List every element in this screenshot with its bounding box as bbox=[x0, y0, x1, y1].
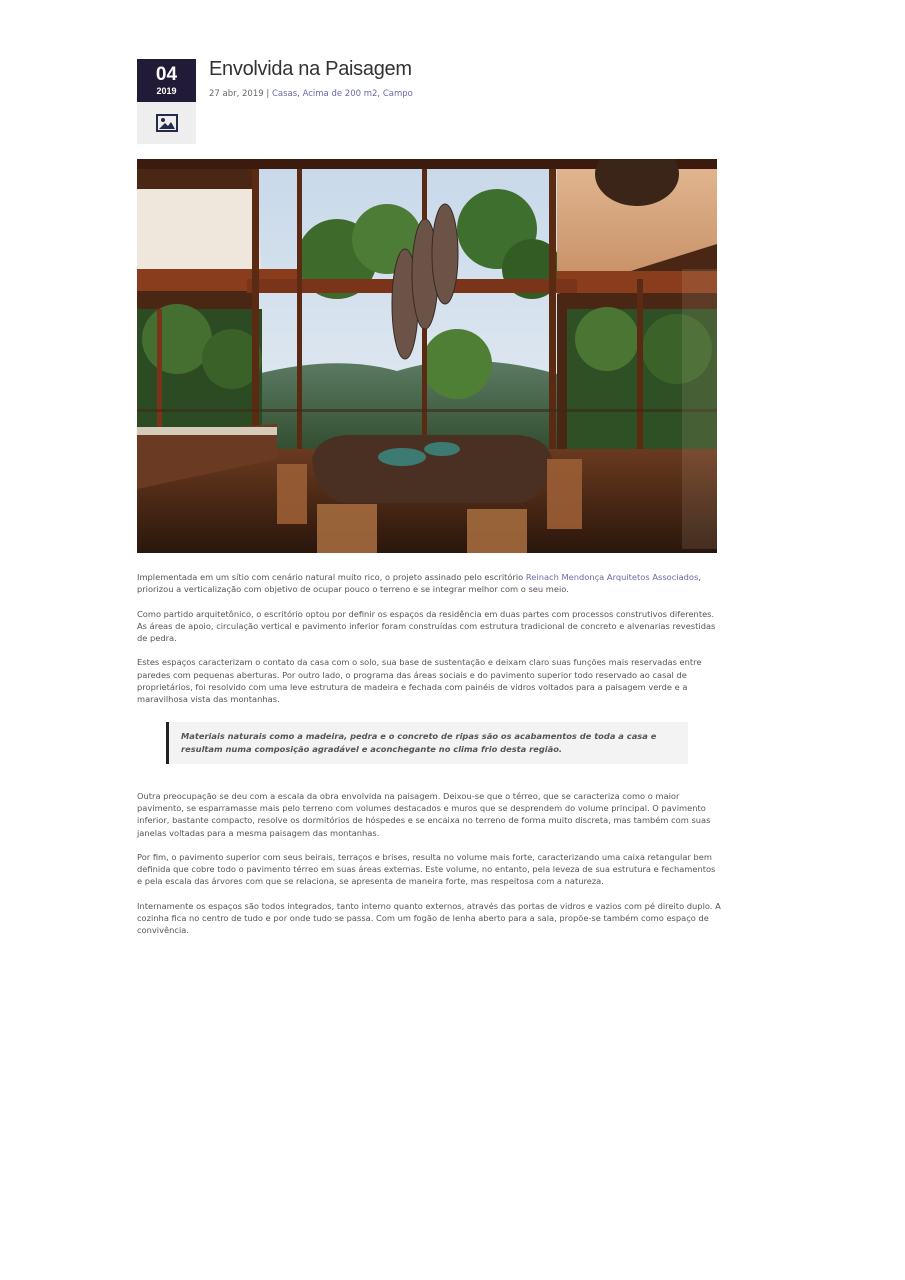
post-meta bbox=[209, 89, 413, 99]
post-meta-separator: | bbox=[266, 89, 270, 99]
post-content bbox=[137, 571, 722, 949]
paragraph-6: Internamente os espaços são todos integrados, tanto interno quanto externos, através das portas de vidros e vazios com pé direito duplo. A cozinha fica no centro de tudo e por onde tudo se passa. Com um fogão de lenha aberto para a sala, propõe-se também como espaço de convivência. bbox=[137, 900, 721, 936]
category-link-acima-de-200-m2[interactable]: Acima de 200 m2 bbox=[302, 89, 378, 99]
category-link-casas[interactable]: Casas bbox=[271, 89, 298, 99]
paragraph-2: Como partido arquitetônico, o escritório optou por definir os espaços da residência em duas partes com processos construtivos diferentes. As áreas de apoio, circulação vertical e pavimento inferior foram construídas com estrutura tradicional de concreto e alvenarias revestidas de pedra. bbox=[137, 608, 716, 644]
post-date-day: 04 bbox=[155, 64, 178, 85]
paragraph-4: Outra preocupação se deu com a escala da obra envolvida na paisagem. Deixou-se que o térreo, que se caracteriza como o maior pavimento, se esparramasse mais pelo terreno com volumes destacados e muros que se desprendem do volume principal. O pavimento inferior, bastante compacto, resolve os dormitórios de hóspedes e se encaixa no terreno de forma muito discreta, mas também com suas janelas voltadas para a mesma paisagem das montanhas. bbox=[137, 790, 711, 838]
image-icon bbox=[156, 114, 178, 132]
paragraph-5: Por fim, o pavimento superior com seus beirais, terraços e brises, resulta no volume mais forte, caracterizando uma caixa retangular bem definida que cobre todo o pavimento térreo em suas áreas externas. Este volume, no entanto, pela leveza de sua estrutura e fechamentos e pela escala das árvores com que se relaciona, se apresenta de maneira forte, mas respeitosa com a natureza. bbox=[137, 851, 716, 887]
post-title: Envolvida na Paisagem bbox=[209, 58, 412, 80]
category-separator: , bbox=[377, 89, 383, 99]
architect-link[interactable]: Reinach Mendonça Arquitetos Associados bbox=[525, 572, 699, 582]
category-link-campo[interactable]: Campo bbox=[382, 89, 413, 99]
post-date-year: 2019 bbox=[156, 86, 177, 96]
paragraph-1-text-end: , priorizou a verticalização com objetivo de ocupar pouco o terreno e se integrar melhor com o seu meio. bbox=[137, 572, 701, 595]
category-separator: , bbox=[297, 89, 303, 99]
post-date-badge bbox=[137, 59, 196, 102]
paragraph-1 bbox=[137, 571, 722, 596]
paragraph-3: Estes espaços caracterizam o contato da casa com o solo, sua base de sustentação e deixam claro suas funções mais reservadas entre paredes com pequenas aberturas. Por outro lado, o programa das áreas sociais e do pavimento superior todo reservado ao casal de proprietários, foi resolvido com uma leve estrutura de madeira e fechada com painéis de vidros voltados para a paisagem verde e a maravilhosa vista das montanhas. bbox=[137, 657, 702, 705]
post-format-badge bbox=[137, 102, 196, 144]
pull-quote: Materiais naturais como a madeira, pedra e o concreto de ripas são os acabamentos de toda a casa e resultam numa composição agradável e aconchegante no clima frio desta região. bbox=[166, 722, 688, 764]
paragraph-1-text-start: Implementada em um sítio com cenário natural muito rico, o projeto assinado pelo escritório bbox=[137, 572, 526, 582]
post-meta-date: 27 abr, 2019 bbox=[209, 89, 264, 99]
featured-image bbox=[137, 159, 717, 553]
